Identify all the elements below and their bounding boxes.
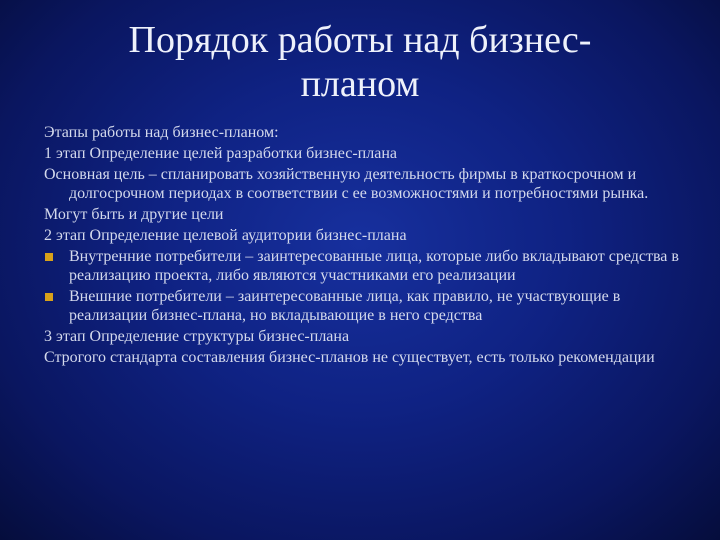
body-line-stage-3: 3 этап Определение структуры бизнес-плана: [44, 328, 350, 345]
slide-body: [44, 123, 680, 369]
bullet-text-external-consumers: Внешние потребители – заинтересованные лица, как правило, не участвующие в реализации бизнес-плана, но вкладывающие в него средства: [69, 288, 621, 324]
slide-title-line-2: планом: [300, 63, 420, 105]
bullet-item-internal-consumers: [44, 247, 680, 285]
square-bullet-icon: [45, 253, 53, 261]
slide-title: [60, 18, 660, 106]
body-line-other-goals: Могут быть и другие цели: [44, 206, 224, 223]
body-line-stage-1: 1 этап Определение целей разработки бизнес-плана: [44, 145, 397, 162]
slide-title-line-1: Порядок работы над бизнес-: [128, 19, 592, 61]
body-line-no-standard: Строгого стандарта составления бизнес-планов не существует, есть только рекомендации: [44, 349, 655, 366]
body-line-main-goal: Основная цель – спланировать хозяйственную деятельность фирмы в краткосрочном и долгосрочном периодах в соответствии с ее возможностями и потребностями рынка.: [44, 166, 649, 202]
body-line-stage-2: 2 этап Определение целевой аудитории бизнес-плана: [44, 227, 407, 244]
bullet-text-internal-consumers: Внутренние потребители – заинтересованные лица, которые либо вкладывают средства в реализацию проекта, либо являются участниками его реализации: [69, 248, 679, 284]
square-bullet-icon: [45, 293, 53, 301]
body-line-stages-heading: Этапы работы над бизнес-планом:: [44, 124, 279, 141]
bullet-item-external-consumers: [44, 287, 680, 325]
